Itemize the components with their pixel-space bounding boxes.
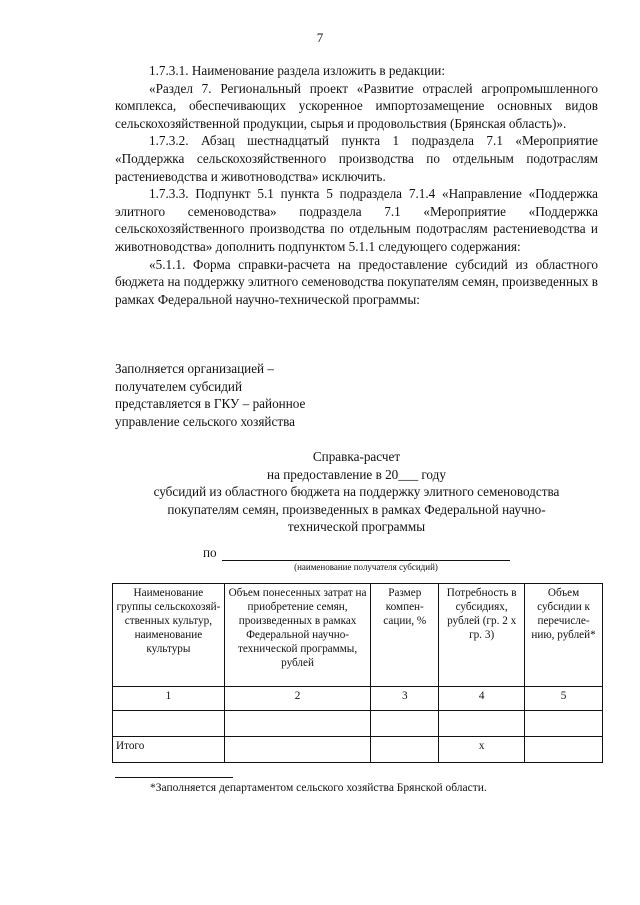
subsidy-calculation-table (112, 583, 603, 763)
instruction-line: получателем субсидий (115, 378, 243, 394)
table-row (113, 711, 603, 737)
column-number: 4 (439, 687, 525, 711)
paragraph-1-7-3-2: 1.7.3.2. Абзац шестнадцатый пункта 1 подраздела 7.1 «Мероприятие «Поддержка сельскохозяйственного производства по отдельным подотраслям растениеводства и животноводства» исключить. (115, 133, 598, 184)
table-cell[interactable] (371, 711, 439, 737)
body-text (115, 62, 598, 308)
column-number: 2 (224, 687, 371, 711)
instruction-line: управление сельского хозяйства (115, 413, 296, 429)
recipient-caption: (наименование получателя субсидий) (294, 562, 438, 572)
table-header-row (113, 584, 603, 687)
form-title-line: на предоставление в 20___ году (267, 466, 446, 482)
table-cell[interactable] (439, 711, 525, 737)
footnote: *Заполняется департаментом сельского хозяйства Брянской области. (150, 782, 487, 794)
column-header: Размер компен-сации, % (371, 584, 439, 687)
footnote-divider (115, 777, 233, 778)
table-cell[interactable] (113, 711, 225, 737)
column-number: 3 (371, 687, 439, 711)
column-number: 1 (113, 687, 225, 711)
column-header: Объем субсидии к перечисле-нию, рублей* (525, 584, 603, 687)
form-title-line: субсидий из областного бюджета на поддержку элитного семеноводства (153, 484, 560, 500)
total-mark: х (439, 737, 525, 763)
instruction-line: Заполняется организацией – (115, 361, 275, 376)
recipient-label: по (203, 545, 217, 560)
paragraph-section-title: «Раздел 7. Региональный проект «Развитие отраслей агропромышленного комплекса, обеспечивающих ускоренное импортозамещение основных видов сельскохозяйственной продукции, сырья и продовольствия (Брянская область)». (115, 80, 598, 131)
column-header: Объем понесенных затрат на приобретение семян, произведенных в рамках Федеральной научно-технической программы, рублей (224, 584, 371, 687)
instruction-line: представляется в ГКУ – районное (115, 396, 306, 412)
form-title (115, 448, 598, 536)
form-title-line: технической программы (287, 519, 426, 535)
paragraph-1-7-3-1: 1.7.3.1. Наименование раздела изложить в редакции: (149, 63, 445, 78)
column-header: Потребность в субсидиях, рублей (гр. 2 х гр. 3) (439, 584, 525, 687)
table-cell[interactable] (371, 737, 439, 763)
table-cell[interactable] (525, 711, 603, 737)
total-label: Итого (113, 737, 225, 763)
column-number: 5 (525, 687, 603, 711)
table-cell[interactable] (224, 737, 371, 763)
column-number-row (113, 687, 603, 711)
paragraph-1-7-3-3: 1.7.3.3. Подпункт 5.1 пункта 5 подраздела 7.1.4 «Направление «Поддержка элитного семеноводства» подраздела 7.1 «Мероприятие «Поддержка сельскохозяйственного производства по отдельным подотраслям растениеводства и животноводства» дополнить подпунктом 5.1.1 следующего содержания: (115, 186, 598, 254)
table-cell[interactable] (224, 711, 371, 737)
column-header: Наименование группы сельскохозяй-ственных культур, наименование культуры (113, 584, 225, 687)
total-row (113, 737, 603, 763)
form-instruction-block (115, 360, 305, 430)
form-title-line: Справка-расчет (312, 449, 401, 464)
recipient-fill-line[interactable] (222, 560, 510, 561)
form-title-line: покупателям семян, произведенных в рамках Федеральной научно- (167, 501, 546, 517)
page-number: 7 (316, 30, 324, 45)
table-cell[interactable] (525, 737, 603, 763)
paragraph-5-1-1: «5.1.1. Форма справки-расчета на предоставление субсидий из областного бюджета на поддержку элитного семеноводства покупателям семян, произведенных в рамках Федеральной научно-технической программы: (115, 256, 598, 307)
